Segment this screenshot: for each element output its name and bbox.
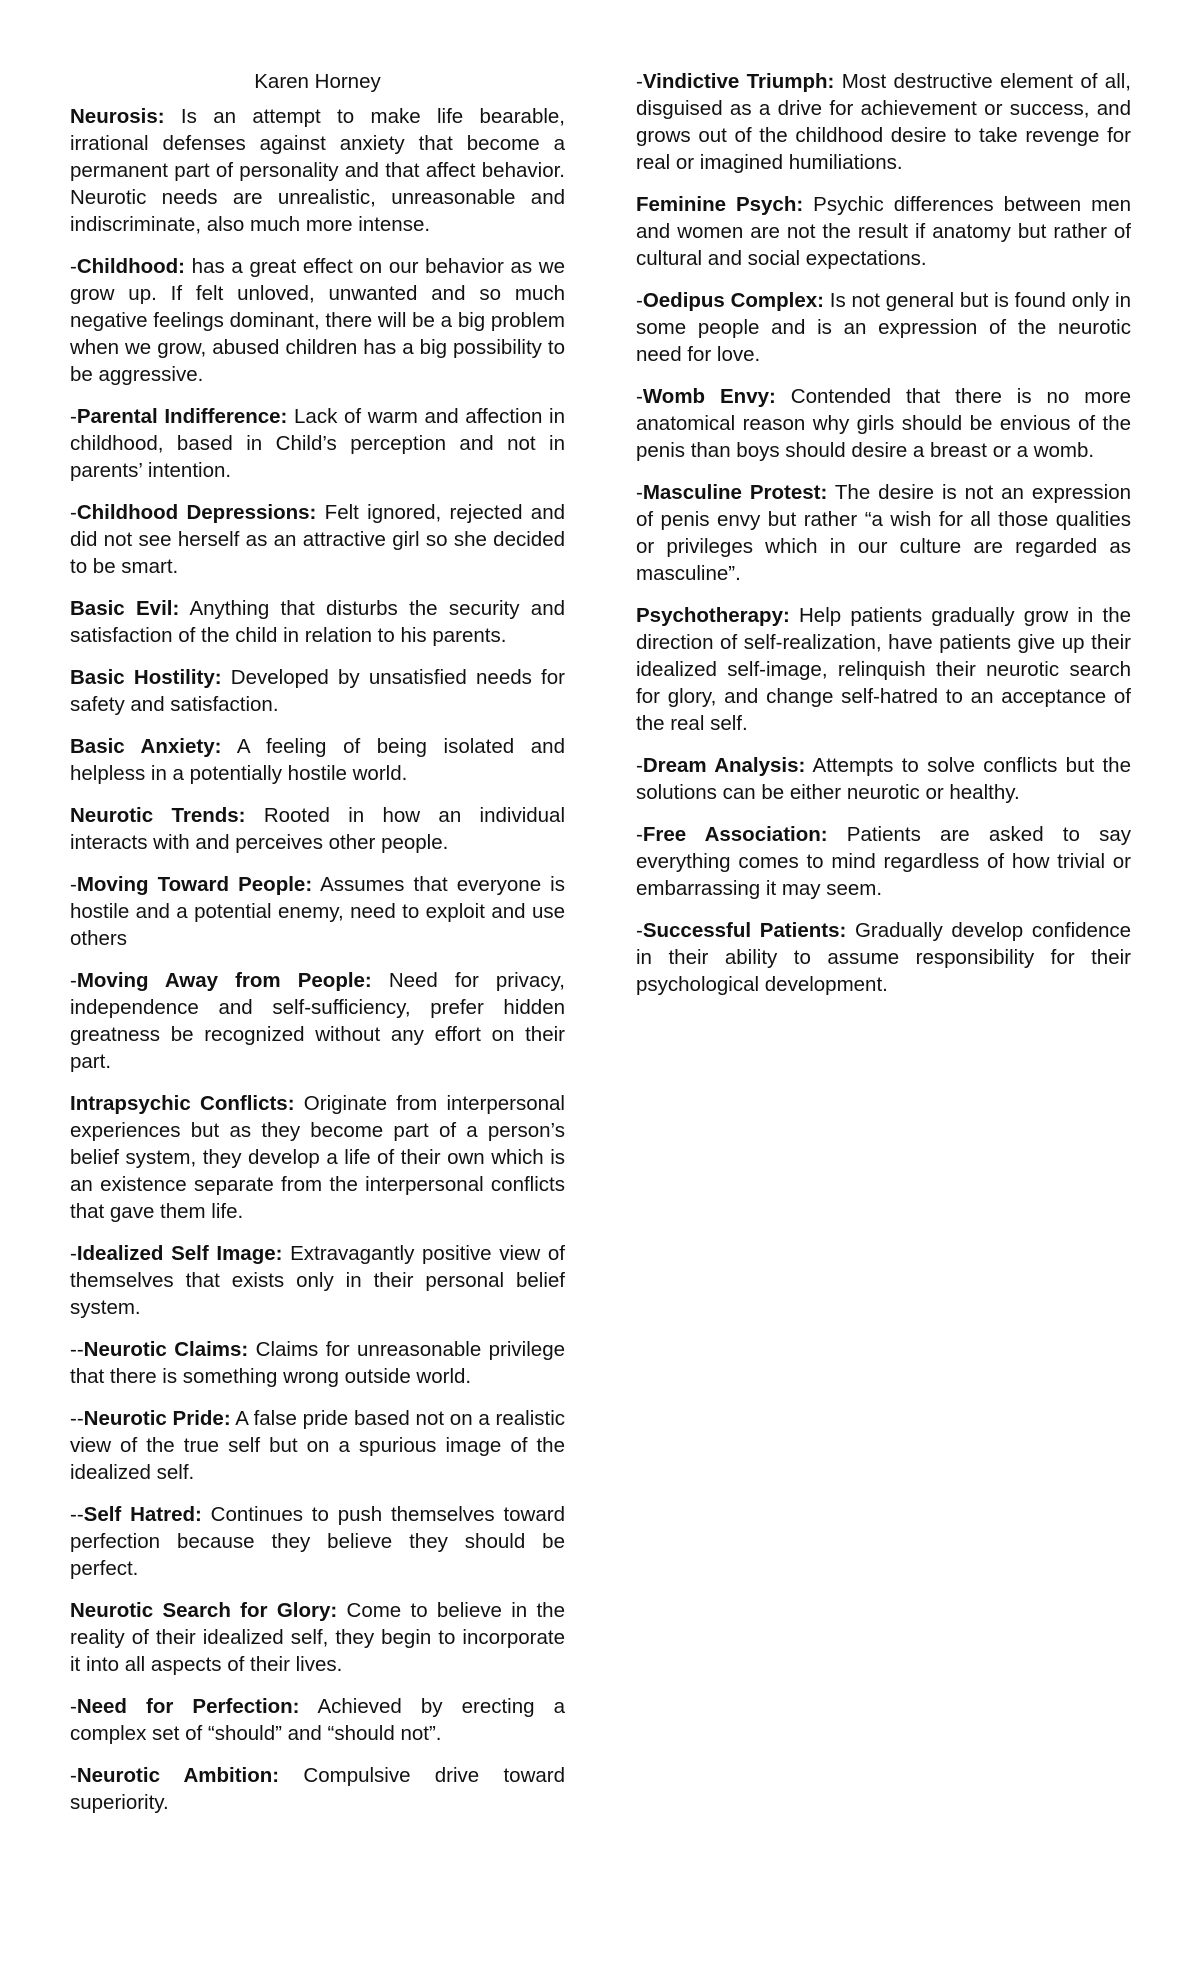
- entry-prefix: --: [70, 1407, 84, 1430]
- entry-definition: Most destructive element of all, disguised as a drive for achievement or success, and grows out of the childhood desire to take revenge for real or imagined humiliations.: [636, 70, 1131, 174]
- entry-prefix: -: [636, 289, 643, 312]
- entry-term: Idealized Self Image:: [76, 1242, 283, 1265]
- entry-prefix: -: [70, 969, 77, 992]
- entry-term: Oedipus Complex:: [642, 289, 824, 312]
- entry-term: Psychotherapy:: [636, 604, 790, 627]
- entry-definition: Attempts to solve conflicts but the solutions can be either neurotic or healthy.: [636, 754, 1131, 804]
- entry-prefix: -: [70, 1764, 77, 1787]
- entry-definition: Contended that there is no more anatomical reason why girls should be envious of the penis than boys should desire a breast or a womb.: [636, 385, 1131, 462]
- entry-prefix: -: [70, 1242, 77, 1265]
- entry-successful-patients: [636, 917, 1131, 998]
- entry-prefix: -: [70, 501, 77, 524]
- entry-oedipus-complex: [636, 287, 1131, 368]
- entry-term: Childhood Depressions:: [76, 501, 317, 524]
- entry-definition: Lack of warm and affection in childhood, based in Child’s perception and not in parents’ intention.: [70, 405, 565, 482]
- entry-prefix: --: [70, 1503, 84, 1526]
- entry-childhood-depressions: [70, 499, 565, 580]
- entry-definition: Claims for unreasonable privilege that there is something wrong outside world.: [70, 1338, 565, 1388]
- entry-definition: Help patients gradually grow in the direction of self-realization, have patients give up their idealized self-image, relinquish their neurotic search for glory, and change self-hatred to an acceptance of the real self.: [636, 604, 1131, 735]
- entry-term: Moving Away from People:: [76, 969, 372, 992]
- entry-term: Basic Evil:: [70, 597, 180, 620]
- entry-definition: Developed by unsatisfied needs for safety and satisfaction.: [70, 666, 565, 716]
- entry-definition: Come to believe in the reality of their idealized self, they begin to incorporate it into all aspects of their lives.: [70, 1599, 565, 1676]
- entry-neurosis: [70, 103, 565, 238]
- entry-term: Neurotic Ambition:: [76, 1764, 280, 1787]
- left-entries: [70, 103, 565, 1816]
- entry-term: Dream Analysis:: [642, 754, 806, 777]
- entry-neurotic-search-for-glory: [70, 1597, 565, 1678]
- entry-definition: A feeling of being isolated and helpless in a potentially hostile world.: [70, 735, 565, 785]
- entry-childhood: [70, 253, 565, 388]
- entry-term: Womb Envy:: [642, 385, 776, 408]
- entry-definition: Need for privacy, independence and self-sufficiency, prefer hidden greatness be recognized without any effort on their part.: [70, 969, 565, 1073]
- entry-term: Self Hatred:: [83, 1503, 202, 1526]
- entry-basic-evil: [70, 595, 565, 649]
- entry-prefix: --: [70, 1338, 84, 1361]
- entry-definition: The desire is not an expression of penis envy but rather “a wish for all those qualities or privileges which in our culture are regarded as masculine”.: [636, 481, 1131, 585]
- right-entries: [636, 68, 1131, 998]
- entry-neurotic-ambition: [70, 1762, 565, 1816]
- entry-definition: Extravagantly positive view of themselves that exists only in their personal belief system.: [70, 1242, 565, 1319]
- entry-basic-hostility: [70, 664, 565, 718]
- entry-definition: Originate from interpersonal experiences but as they become part of a person’s belief system, they develop a life of their own which is an existence separate from the interpersonal conflicts that gave them life.: [70, 1092, 565, 1223]
- entry-masculine-protest: [636, 479, 1131, 587]
- entry-term: Neurosis:: [70, 105, 165, 128]
- entry-need-for-perfection: [70, 1693, 565, 1747]
- entry-feminine-psych: [636, 191, 1131, 272]
- entry-womb-envy: [636, 383, 1131, 464]
- entry-self-hatred: [70, 1501, 565, 1582]
- entry-prefix: -: [70, 255, 77, 278]
- entry-prefix: -: [636, 70, 643, 93]
- entry-definition: Is an attempt to make life bearable, irrational defenses against anxiety that become a permanent part of personality and that affect behavior. Neurotic needs are unrealistic, unreasonable and indiscriminate, also much more intense.: [70, 105, 565, 236]
- entry-definition: Anything that disturbs the security and satisfaction of the child in relation to his parents.: [70, 597, 565, 647]
- entry-definition: Rooted in how an individual interacts with and perceives other people.: [70, 804, 566, 854]
- entry-definition: Patients are asked to say everything comes to mind regardless of how trivial or embarrassing it may seem.: [636, 823, 1131, 900]
- entry-neurotic-claims: [70, 1336, 565, 1390]
- entry-prefix: -: [636, 823, 643, 846]
- entry-prefix: -: [636, 919, 643, 942]
- entry-intrapsychic-conflicts: [70, 1090, 565, 1225]
- entry-definition: Compulsive drive toward superiority.: [70, 1764, 565, 1814]
- entry-term: Neurotic Trends:: [70, 804, 246, 827]
- entry-psychotherapy: [636, 602, 1131, 737]
- entry-basic-anxiety: [70, 733, 565, 787]
- entry-term: Neurotic Claims:: [83, 1338, 249, 1361]
- entry-term: Childhood:: [76, 255, 185, 278]
- entry-term: Free Association:: [642, 823, 828, 846]
- entry-definition: Gradually develop confidence in their ability to assume responsibility for their psychological development.: [636, 919, 1131, 996]
- entry-prefix: -: [636, 754, 643, 777]
- entry-dream-analysis: [636, 752, 1131, 806]
- entry-term: Neurotic Search for Glory:: [70, 1599, 338, 1622]
- document-title: Karen Horney: [254, 70, 381, 93]
- entry-term: Neurotic Pride:: [83, 1407, 231, 1430]
- entry-prefix: -: [70, 405, 77, 428]
- entry-term: Moving Toward People:: [76, 873, 313, 896]
- entry-term: Feminine Psych:: [636, 193, 804, 216]
- entry-definition: Felt ignored, rejected and did not see herself as an attractive girl so she decided to be smart.: [70, 501, 565, 578]
- entry-idealized-self-image: [70, 1240, 565, 1321]
- entry-term: Successful Patients:: [642, 919, 847, 942]
- entry-definition: Psychic differences between men and women are not the result if anatomy but rather of cultural and social expectations.: [636, 193, 1131, 270]
- entry-definition: has a great effect on our behavior as we grow up. If felt unloved, unwanted and so much negative feelings dominant, there will be a big problem when we grow, abused children has a big possibility to be aggressive.: [70, 255, 565, 386]
- entry-prefix: -: [70, 1695, 77, 1718]
- left-column: [70, 68, 565, 1831]
- entry-neurotic-trends: [70, 802, 565, 856]
- right-column: [636, 68, 1131, 1013]
- entry-moving-toward-people: [70, 871, 565, 952]
- entry-definition: Achieved by erecting a complex set of “should” and “should not”.: [70, 1695, 566, 1745]
- entry-term: Parental Indifference:: [76, 405, 288, 428]
- entry-vindictive-triumph: [636, 68, 1131, 176]
- entry-definition: Assumes that everyone is hostile and a potential enemy, need to exploit and use others: [70, 873, 565, 950]
- entry-moving-away-from-people: [70, 967, 565, 1075]
- entry-prefix: -: [70, 873, 77, 896]
- entry-term: Basic Anxiety:: [70, 735, 222, 758]
- entry-term: Masculine Protest:: [642, 481, 828, 504]
- entry-term: Basic Hostility:: [70, 666, 222, 689]
- entry-prefix: -: [636, 385, 643, 408]
- entry-term: Need for Perfection:: [76, 1695, 300, 1718]
- entry-term: Vindictive Triumph:: [642, 70, 835, 93]
- entry-definition: Continues to push themselves toward perfection because they believe they should be perfect.: [70, 1503, 565, 1580]
- entry-definition: A false pride based not on a realistic view of the true self but on a spurious image of the idealized self.: [70, 1407, 565, 1484]
- entry-prefix: -: [636, 481, 643, 504]
- entry-parental-indifference: [70, 403, 565, 484]
- entry-definition: Is not general but is found only in some people and is an expression of the neurotic need for love.: [636, 289, 1132, 366]
- entry-free-association: [636, 821, 1131, 902]
- entry-term: Intrapsychic Conflicts:: [70, 1092, 295, 1115]
- entry-neurotic-pride: [70, 1405, 565, 1486]
